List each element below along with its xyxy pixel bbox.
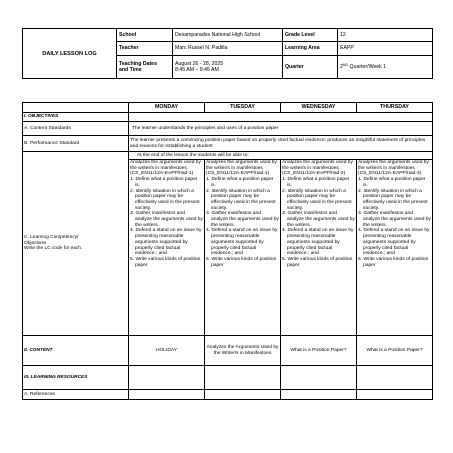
competency-label-line3: Write the LC code for each. — [24, 246, 83, 252]
objectives-row — [23, 113, 433, 122]
grade-value: 12 — [338, 29, 433, 42]
references-thursday — [357, 390, 433, 400]
log-title: DAILY LESSON LOG — [23, 29, 117, 79]
quarter-label: Quarter — [283, 55, 338, 78]
references-row — [23, 390, 433, 400]
teacher-value: Marc Russel N. Padilla — [173, 42, 283, 55]
competency-item: 5. Write various kinds of position paper — [282, 256, 353, 268]
dates-label-line2: and Time — [119, 66, 142, 73]
dates-label — [117, 55, 173, 78]
competency-wednesday — [281, 160, 357, 336]
content-monday: HOLIDAY — [129, 336, 205, 366]
competency-item: 4. Defend a stand on an issue by presenting reasonable arguments supported by properly cited factual evidence.; and — [130, 228, 202, 257]
quarter-value — [338, 55, 433, 78]
competency-code: (CS_EN11/12A-EAPP/IIad-1) — [130, 171, 194, 177]
content-standards-label: A. Content Standards — [23, 122, 129, 136]
performance-text: The learner presents a convincing position paper based on properly cited factual evidence; produces an insightful statement of principles and reasons for establishing a student — [129, 136, 433, 152]
content-standards-text: The learner understands the principles and uses of a position paper — [129, 122, 433, 136]
competency-intro: Analyzes the arguments used by the writer/s in manifestoes — [206, 160, 277, 171]
dates-value-line2: 8:45 AM – 9:45 AM — [175, 66, 219, 73]
resources-heading: III. LEARNING RESOURCES — [23, 366, 129, 390]
resources-tuesday — [205, 366, 281, 390]
competency-item: 2. Identify situation in which a position paper may be effectively used in the present society. — [358, 188, 428, 211]
header-table — [22, 28, 433, 79]
competency-item: 3. Gather manifestos and analyze the arguments used by the writers. — [358, 211, 431, 228]
references-monday — [129, 390, 205, 400]
competency-intro: Analyzes the arguments used by the writer/s in manifestoes — [358, 160, 429, 171]
day-tuesday: TUESDAY — [205, 103, 281, 113]
content-standards-row — [23, 122, 433, 136]
resources-monday — [129, 366, 205, 390]
references-wednesday — [281, 390, 357, 400]
resources-row — [23, 366, 433, 390]
competency-monday — [129, 160, 205, 336]
competency-item: 4. Defend a stand on an issue by presenting reasonable arguments supported by properly cited factual evidence.; and — [358, 228, 430, 257]
quarter-number: 2 — [340, 63, 343, 70]
resources-thursday — [357, 366, 433, 390]
competency-item: 4. Defend a stand on an issue by presenting reasonable arguments supported by properly cited factual evidence.; and — [282, 228, 354, 257]
competency-item: 2. Identify situation in which a position paper may be effectively used in the present society. — [130, 188, 200, 211]
references-label: A. References — [23, 390, 129, 400]
day-header-row — [23, 103, 433, 113]
content-row — [23, 336, 433, 366]
competency-code: (CS_EN11/12A-EAPP/IIad-1) — [206, 171, 270, 177]
performance-row — [23, 136, 433, 152]
competency-thursday — [357, 160, 433, 336]
school-label: School — [117, 29, 173, 42]
competency-item: 1. Define what a position paper is. — [130, 177, 198, 188]
content-heading: II. CONTENT — [23, 336, 129, 366]
competency-item: 3. Gather manifestos and analyze the arguments used by the writers. — [206, 211, 279, 228]
content-thursday: What is a Position Paper? — [357, 336, 433, 366]
competency-code: (CS_EN11/12A-EAPP/IIad-3) — [358, 171, 422, 177]
competency-item: 3. Gather manifestos and analyze the arguments used by the writers. — [282, 211, 355, 228]
competency-item: 2. Identify situation in which a position paper may be effectively used in the present society. — [282, 188, 352, 211]
competency-label-line1: C. Learning Competency/ — [24, 234, 79, 240]
content-tuesday: Analyzes the Arguments Used by the Writer/s in Manifestoes — [205, 336, 281, 366]
performance-label: B. Performance Standard — [23, 136, 129, 152]
references-tuesday — [205, 390, 281, 400]
lesson-table — [22, 102, 433, 400]
end-of-lesson-text: At the end of the lesson the students will be able to: — [129, 152, 433, 160]
teacher-label: Teacher — [117, 42, 173, 55]
grade-label: Grade Level — [283, 29, 338, 42]
competency-intro: Analyzes the arguments used by the writer/s in manifestoes — [130, 160, 201, 171]
day-wednesday: WEDNESDAY — [281, 103, 357, 113]
competency-item: 5. Write various kinds of position paper — [206, 256, 277, 268]
dates-label-line1: Teaching Dates — [119, 60, 157, 67]
dates-value — [173, 55, 283, 78]
objectives-heading: I. OBJECTIVES — [23, 113, 129, 122]
competency-item: 1. Define what a position paper is. — [358, 177, 426, 188]
objectives-blank — [129, 113, 433, 122]
competency-item: 1. Define what a position paper is. — [282, 177, 350, 188]
resources-wednesday — [281, 366, 357, 390]
quarter-suffix: ND — [342, 62, 349, 67]
competency-intro: Analyzes the arguments used by the writer/s in manifestoes — [282, 160, 353, 171]
competency-item: 1. Define what a position paper is. — [206, 177, 274, 188]
competency-item: 5. Write various kinds of position paper — [130, 256, 201, 268]
competency-label-line2: Objectives — [24, 240, 47, 246]
competency-tuesday — [205, 160, 281, 336]
area-label: Learning Area — [283, 42, 338, 55]
school-value: Desamparados National High School — [173, 29, 283, 42]
competency-item: 3. Gather manifestos and analyze the arguments used by the writers. — [130, 211, 203, 228]
competency-item: 2. Identify situation in which a position paper may be effectively used in the present society. — [206, 188, 276, 211]
day-thursday: THURSDAY — [357, 103, 433, 113]
quarter-week: Quarter/Week 1 — [348, 63, 387, 70]
corner-cell — [23, 103, 129, 113]
end-of-lesson-row — [23, 152, 433, 160]
dates-value-line1: August 26 - 28, 2025 — [175, 60, 224, 67]
competency-code: (CS_EN11/12A-EAPP/IIad-2) — [282, 171, 346, 177]
competency-item: 4. Defend a stand on an issue by presenting reasonable arguments supported by properly cited factual evidence.; and — [206, 228, 278, 257]
competency-item: 5. Write various kinds of position paper — [358, 256, 429, 268]
competency-label — [23, 152, 129, 336]
area-value: EAPP — [338, 42, 433, 55]
content-wednesday: What is a Position Paper? — [281, 336, 357, 366]
day-monday: MONDAY — [129, 103, 205, 113]
